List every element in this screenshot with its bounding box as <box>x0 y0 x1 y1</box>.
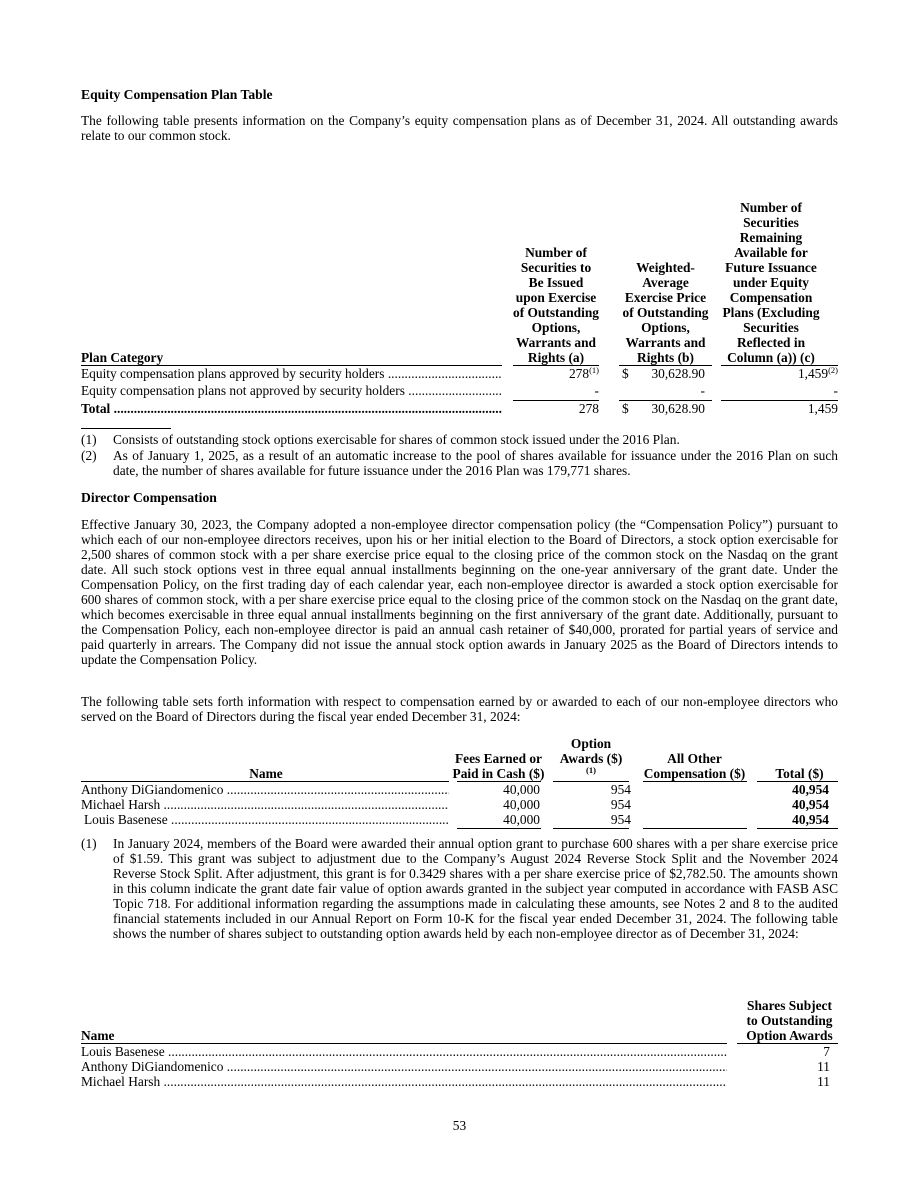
row-label: Total ..... <box>81 401 502 416</box>
director-name: Anthony DiGiandomenico ..... <box>81 782 449 797</box>
col-a-value: 278$^{(1)}$ <box>568 366 599 381</box>
total-value: 40,954 <box>792 782 829 797</box>
table-bottom-rule <box>553 828 629 829</box>
col-a-value: - <box>594 383 599 398</box>
option-awards-header: Option Awards ($)$^{(1)}$ <box>559 736 623 775</box>
table-row <box>81 366 838 382</box>
table-bottom-rule <box>457 828 541 829</box>
option-value: 954 <box>610 782 631 797</box>
col-a-value: 278 <box>578 401 599 416</box>
table-row <box>81 383 838 399</box>
director-name: Anthony DiGiandomenico ..... <box>81 1059 727 1074</box>
fees-value: 40,000 <box>503 797 540 812</box>
equity-section-heading: Equity Compensation Plan Table <box>81 87 273 102</box>
plan-category-header: Plan Category <box>81 350 164 365</box>
total-value: 40,954 <box>792 797 829 812</box>
dollar-sign: $ <box>622 366 629 381</box>
total-value: 40,954 <box>792 812 829 827</box>
other-comp-header: All Other Compensation ($) <box>643 751 746 781</box>
table-row <box>81 797 838 813</box>
director-policy-paragraph: Effective January 30, 2023, the Company adopted a non-employee director compensation policy (the “Compensation Policy”) pursuant to which each of our non-employee directors receives, upon his or her initial election to the Board of Directors, a stock option exercisable for 2,500 shares of common stock with a per share exercise price equal to the closing price of the common stock on the Nasdaq on the grant date. All such stock options vest in three equal annual installments beginning on the one-year anniversary of the grant date. Under the Compensation Policy, on the first trading day of each calendar year, each non-employee director is awarded a stock option exercisable for 600 shares of common stock, with a per share exercise price equal to the closing price of the common stock on the Nasdaq on the grant date, which becomes exercisable in three equal annual installments beginning on the first anniversary of the grant date. Additionally, pursuant to the Compensation Policy, each non-employee director is paid an annual cash retainer of $40,000, prorated for partial years of service and paid quarterly in arrears. The Company did not issue the annual stock option awards in January 2025 as the Board of Directors intends to update the Compensation Policy. <box>81 517 838 667</box>
row-label: Equity compensation plans approved by security holders ..... <box>81 366 502 381</box>
table-bottom-rule <box>757 828 838 829</box>
dollar-sign: $ <box>622 401 629 416</box>
col-c-value: 1,459$^{(2)}$ <box>797 366 838 381</box>
option-value: 954 <box>610 812 631 827</box>
director-name: Michael Harsh ..... <box>81 1074 727 1089</box>
row-label: Equity compensation plans not approved by security holders ..... <box>81 383 502 398</box>
col-b-header: Weighted-Average Exercise Price of Outstanding Options, Warrants and Rights (b) <box>622 260 709 365</box>
col-c-value: - <box>833 383 838 398</box>
col-a-header: Number of Securities to Be Issued upon Exercise of Outstanding Options, Warrants and Rights (a) <box>513 245 599 365</box>
fees-value: 40,000 <box>503 812 540 827</box>
col-b-value: 30,628.90 <box>651 366 705 381</box>
page-number: 53 <box>452 1118 467 1133</box>
option-value: 954 <box>610 797 631 812</box>
col-b-value: - <box>700 383 705 398</box>
name-header: Name <box>249 766 283 781</box>
table-row <box>81 1074 838 1090</box>
col-c-value: 1,459 <box>807 401 838 416</box>
table-row <box>81 1044 838 1060</box>
footnote-separator <box>81 428 171 429</box>
col-c-header: Number of Securities Remaining Available for Future Issuance under Equity Compensation Plans (Excluding Securities Reflected in Column (a)) (c) <box>722 200 820 365</box>
name-header: Name <box>81 1028 115 1043</box>
director-name: Louis Basenese ..... <box>81 1044 727 1059</box>
director-name: Michael Harsh ..... <box>81 797 449 812</box>
table-row <box>81 782 838 798</box>
fees-value: 40,000 <box>503 782 540 797</box>
table-row-total <box>81 401 838 417</box>
shares-value: 7 <box>823 1044 830 1059</box>
table-bottom-rule <box>643 828 747 829</box>
col-b-value: 30,628.90 <box>651 401 705 416</box>
table-row <box>81 812 838 828</box>
director-section-heading: Director Compensation <box>81 490 217 505</box>
shares-value: 11 <box>817 1059 830 1074</box>
total-header: Total ($) <box>775 766 824 781</box>
shares-value: 11 <box>817 1074 830 1089</box>
director-name: Louis Basenese ..... <box>84 812 449 827</box>
equity-intro-paragraph: The following table presents information on the Company’s equity compensation plans as of December 31, 2024. All outstanding awards relate to our common stock. <box>81 113 838 143</box>
table-row <box>81 1059 838 1075</box>
fees-header: Fees Earned or Paid in Cash ($) <box>452 751 545 781</box>
director-table-intro: The following table sets forth information with respect to compensation earned by or awarded to each of our non-employee directors who served on the Board of Directors during the fiscal year ended December 31, 2024: <box>81 694 838 724</box>
shares-header: Shares Subject to Outstanding Option Awards <box>746 998 833 1043</box>
